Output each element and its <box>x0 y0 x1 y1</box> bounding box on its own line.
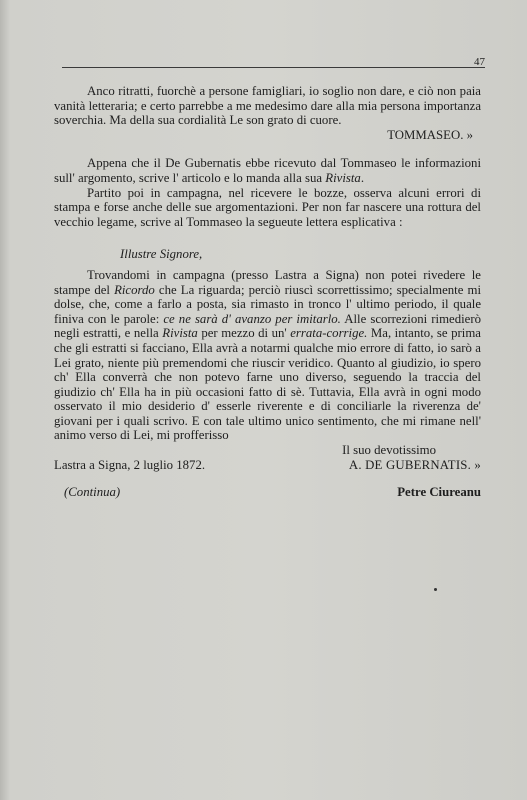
article-author: Petre Ciureanu <box>397 485 481 500</box>
paragraph-1-text: Appena che il De Gubernatis ebbe ricevuto dal Tommaseo le informazioni sull' argomento, scrive l' articolo e lo manda alla sua <box>54 156 481 185</box>
rivista-title: Rivista <box>325 170 361 185</box>
rivista-title-2: Rivista <box>162 326 198 341</box>
letter-closing-formula: Il suo devotissimo <box>342 443 436 458</box>
footer-row <box>54 485 481 500</box>
continua-note: (Continua) <box>64 485 121 500</box>
letter-text-d: per mezzo di un' <box>197 326 291 341</box>
header-rule <box>62 67 485 68</box>
ink-speck <box>434 588 437 591</box>
place-signature-row <box>54 458 481 473</box>
place-date: Lastra a Signa, 2 luglio 1872. <box>54 457 206 472</box>
letter-text-c: Alle scorrezioni rimedierò negli estratti, e nella <box>54 311 481 341</box>
letter-text-b: che La riguarda; perciò riuscì scorrettissimo; specialmente mi dolse, che, come a farlo a posta, sia rimasto in tronco l' ultimo periodo, il quale finiva con le parole: <box>54 282 482 326</box>
paragraph-gubernatis <box>54 156 481 185</box>
letter-text-e: Ma, intanto, se prima che gli estratti si facciano, Ella avrà a notarmi qualche mio errore di fatto, io sarò a Lei grato, niente più premendomi che riuscir veridico. Quanto al giudizio, io spero ch' Ella converrà che non potevo farne uno diverso, seguendo la traccia del giudizio ch' Ella ha in più occasioni fatto di sè. Tuttavia, Ella avrà in ogni modo osservato il mio desiderio d' esserle riverente e di conciliarle la riverenza de' giovani per i quali scrivo. E con tale ultimo unico sentimento, che mi rimane nell' animo verso di Lei, mi profferisso <box>54 326 481 443</box>
letter-body <box>54 268 481 443</box>
paragraph-1-end: . <box>360 170 365 185</box>
quoted-words: ce ne sarà d' avanzo per imitarlo. <box>163 311 341 326</box>
gubernatis-signature: A. DE GUBERNATIS. » <box>348 457 481 472</box>
page-number: 47 <box>474 56 485 68</box>
paragraph-campagna: Partito poi in campagna, nel ricevere le bozze, osserva alcuni errori di stampa e forse anche delle sue argomentazioni. Per non far nascere una rottura del vecchio legame, scrive al Tommaseo la segueute lettera esplicativa : <box>54 185 481 229</box>
letter-text-a: Trovandomi in campagna (presso Lastra a Signa) non potei rivedere le stampe del <box>54 267 481 297</box>
errata-corrige: errata-corrige. <box>290 326 368 341</box>
body-text <box>54 84 481 500</box>
letter-closing-paragraph: Anco ritratti, fuorchè a persone famigliari, io soglio non dare, e ciò non paia vanità letteraria; e certo parrebbe a me medesimo dare alla mia persona importanza soverchia. Ma della sua cordialità Le son grato di cuore. <box>54 84 481 128</box>
letter-salutation: Illustre Signore, <box>120 247 203 262</box>
ricordo-title: Ricordo <box>114 282 155 297</box>
tommaseo-signature: TOMMASEO. » <box>387 127 473 142</box>
